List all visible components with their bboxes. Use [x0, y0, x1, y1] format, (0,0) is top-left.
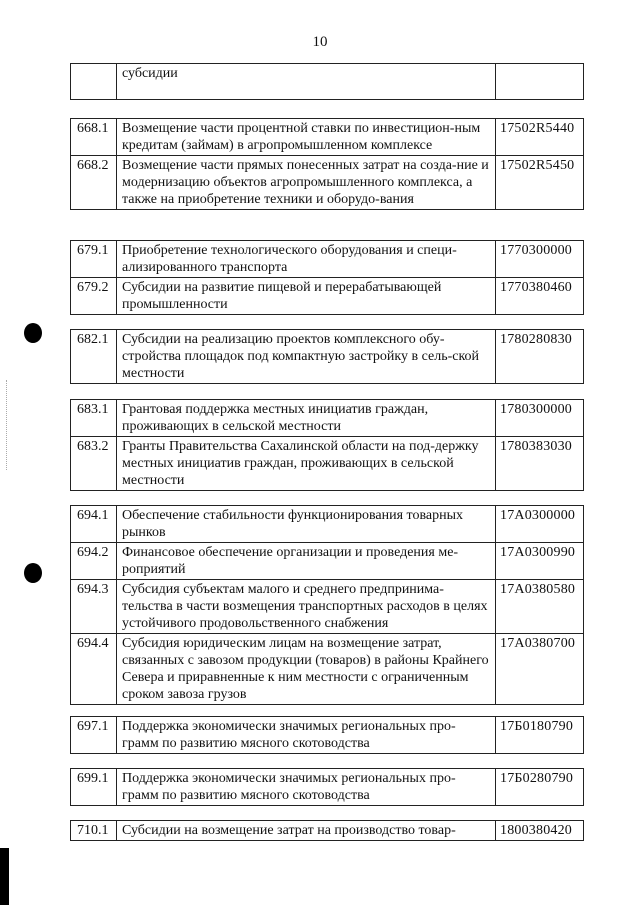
- row-number: [71, 64, 117, 100]
- row-number: 679.2: [71, 278, 117, 315]
- row-number: 683.1: [71, 400, 117, 437]
- row-code: 1770380460: [496, 278, 584, 315]
- row-number: 679.1: [71, 241, 117, 278]
- row-code: 17А0380700: [496, 634, 584, 705]
- table-row: [71, 156, 584, 210]
- row-number: 694.1: [71, 506, 117, 543]
- row-code: 17А0300000: [496, 506, 584, 543]
- row-number: 694.2: [71, 543, 117, 580]
- table-block: [70, 399, 584, 491]
- table-row: [71, 241, 584, 278]
- row-code: 17502R5450: [496, 156, 584, 210]
- row-number: 699.1: [71, 769, 117, 806]
- row-code: 1800380420: [496, 821, 584, 841]
- table-block: [70, 505, 584, 705]
- row-code: 1780280830: [496, 330, 584, 384]
- table-block: [70, 118, 584, 210]
- table-block: [70, 820, 584, 841]
- row-code: 17Б0180790: [496, 717, 584, 754]
- row-description: Финансовое обеспечение организации и проведения ме-роприятий: [117, 543, 496, 580]
- row-code: 1780300000: [496, 400, 584, 437]
- row-number: 682.1: [71, 330, 117, 384]
- table-row: [71, 437, 584, 491]
- row-description: Поддержка экономически значимых региональных про-грамм по развитию мясного скотоводства: [117, 717, 496, 754]
- row-description: Субсидии на возмещение затрат на производство товар-: [117, 821, 496, 841]
- row-description: Обеспечение стабильности функционирования товарных рынков: [117, 506, 496, 543]
- row-description: Грантовая поддержка местных инициатив граждан, проживающих в сельской местности: [117, 400, 496, 437]
- row-code: 17А0300990: [496, 543, 584, 580]
- row-description: Поддержка экономически значимых региональных про-грамм по развитию мясного скотоводства: [117, 769, 496, 806]
- row-number: 697.1: [71, 717, 117, 754]
- page-number: 10: [312, 34, 328, 50]
- table-block: [70, 716, 584, 754]
- table-row: [71, 506, 584, 543]
- row-description: Субсидии на развитие пищевой и перерабатывающей промышленности: [117, 278, 496, 315]
- table-row: [71, 543, 584, 580]
- row-description: субсидии: [117, 64, 496, 100]
- row-number: 683.2: [71, 437, 117, 491]
- row-number: 668.2: [71, 156, 117, 210]
- table-block: [70, 329, 584, 384]
- row-description: Гранты Правительства Сахалинской области на под-держку местных инициатив граждан, проживающих в сельской местности: [117, 437, 496, 491]
- table-row: [71, 330, 584, 384]
- row-code: 17А0380580: [496, 580, 584, 634]
- scan-margin-mark: [6, 380, 8, 470]
- row-description: Возмещение части процентной ставки по инвестицион-ным кредитам (займам) в агропромышленном комплексе: [117, 119, 496, 156]
- table-row: [71, 821, 584, 841]
- table-row: [71, 634, 584, 705]
- row-description: Субсидии на реализацию проектов комплексного обу-стройства площадок под компактную застройку в сель-ской местности: [117, 330, 496, 384]
- row-code: [496, 64, 584, 100]
- row-code: 1770300000: [496, 241, 584, 278]
- row-number: 694.3: [71, 580, 117, 634]
- table-block: [70, 63, 584, 100]
- row-description: Субсидия юридическим лицам на возмещение затрат, связанных с завозом продукции (товаров) в районы Крайнего Севера и приравненные к ним местности с ограниченным сроком завоза грузов: [117, 634, 496, 705]
- table-row: [71, 64, 584, 100]
- row-number: 694.4: [71, 634, 117, 705]
- scan-edge-shadow: [0, 848, 9, 905]
- row-code: 1780383030: [496, 437, 584, 491]
- row-description: Возмещение части прямых понесенных затрат на созда-ние и модернизацию объектов агропромышленного комплекса, а также на приобретение техники и оборудо-вания: [117, 156, 496, 210]
- row-code: 17502R5440: [496, 119, 584, 156]
- table-block: [70, 768, 584, 806]
- row-number: 668.1: [71, 119, 117, 156]
- row-description: Субсидия субъектам малого и среднего предпринима-тельства в части возмещения транспортных расходов в целях устойчивого продовольственного снабжения: [117, 580, 496, 634]
- table-row: [71, 769, 584, 806]
- row-number: 710.1: [71, 821, 117, 841]
- scan-punch-hole: [24, 563, 42, 583]
- row-code: 17Б0280790: [496, 769, 584, 806]
- table-block: [70, 240, 584, 315]
- row-description: Приобретение технологического оборудования и специ-ализированного транспорта: [117, 241, 496, 278]
- table-row: [71, 717, 584, 754]
- table-row: [71, 580, 584, 634]
- scan-punch-hole: [24, 323, 42, 343]
- table-row: [71, 400, 584, 437]
- table-row: [71, 119, 584, 156]
- table-row: [71, 278, 584, 315]
